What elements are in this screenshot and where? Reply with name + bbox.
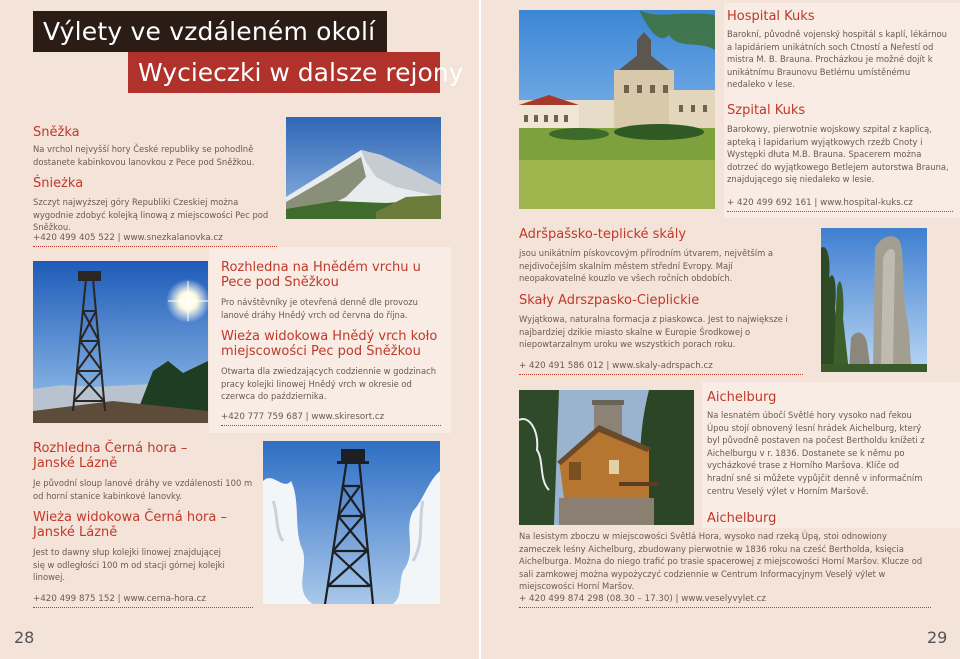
- kuks-text-pl: Barokowy, pierwotnie wojskowy szpital z kaplicą, apteką i lapidarium wyjątkowych rzeźb Cnoty i Występki dłuta M.B. Brauna. Spacerem można dotrzeć do wyjątkowego Betlejem autorstwa Brauna, znajdującego się niedaleko w lesie.: [727, 124, 949, 185]
- hnedy-text-pl: Otwarta dla zwiedzających codziennie w godzinach pracy kolejki linowej Hnědý vrch w okresie od czerwca do października.: [221, 366, 437, 402]
- page-number-right: 29: [927, 628, 948, 647]
- hnedy-heading-pl: Wieża widokowa Hnědý vrch koło miejscowości Pec pod Sněžkou: [221, 329, 438, 360]
- snezka-text-cz: Na vrchol nejvyšší hory České republiky se pohodlně dostanete kabinkovou lanovkou z Pece pod Sněžkou.: [33, 144, 255, 167]
- hnedy-contact: +420 777 759 687 | www.skiresort.cz: [221, 412, 441, 426]
- snezka-heading-pl: Śnieżka: [33, 176, 84, 191]
- kuks-heading-pl: Szpital Kuks: [727, 103, 806, 118]
- kuks-text-cz: Barokní, původně vojenský hospitál s kaplí, lékárnou a lapidáriem unikátních soch Ctností a Neřestí od mistra M. B. Brauna. Procházkou je možné dojít k unikátnímu Braunovu Betlému umístěnému nedaleko v lese.: [727, 29, 947, 90]
- aichelburg-heading-cz: Aichelburg: [707, 390, 777, 405]
- snezka-photo: [286, 117, 441, 219]
- adrspach-rocks-photo: [821, 228, 927, 372]
- kuks-contact: + 420 499 692 161 | www.hospital-kuks.cz: [727, 198, 953, 212]
- cerna-heading-pl: Wieża widokowa Černá hora – Janské Lázně: [33, 510, 227, 541]
- aichelburg-text-cz: Na lesnatém úbočí Světlé hory vysoko nad řekou Úpou stojí obnovený lesní hrádek Aichelburg, který byl původně postaven na počest Bertholdu knížeti z Aichelburgu v r. 1836. Dostanete se k němu po vycházkové trase z Horního Maršova. Klíče od hradní sně si můžete vypůjčit denně v informačním centru Veselý výlet v Horním Maršově.: [707, 410, 925, 496]
- page-number-left: 28: [14, 628, 35, 647]
- adrspach-text-cz: jsou unikátním pískovcovým přírodním útvarem, největším a nejdivočejším skalním městem střední Evropy. Mají neopakovatelné kouzlo ve všech ročních obdobích.: [519, 248, 774, 284]
- snezka-heading-cz: Sněžka: [33, 125, 80, 140]
- aichelburg-heading-pl: Aichelburg: [707, 511, 777, 526]
- snezka-contact: +420 499 405 522 | www.snezkalanovka.cz: [33, 233, 277, 247]
- hnedy-text-cz: Pro návštěvníky je otevřená denně dle provozu lanové dráhy Hnědý vrch od června do října.: [221, 297, 418, 320]
- cerna-hora-winter-photo: [263, 441, 440, 604]
- cerna-contact: +420 499 875 152 | www.cerna-hora.cz: [33, 594, 253, 608]
- right-page: [481, 0, 960, 659]
- kuks-hospital-photo: [519, 10, 715, 209]
- hnedy-vrch-tower-photo: [33, 261, 208, 423]
- adrspach-heading-cz: Adršpašsko-teplické skály: [519, 227, 687, 242]
- aichelburg-contact: + 420 499 874 298 (08.30 – 17.30) | www.veselyvylet.cz: [519, 594, 931, 608]
- cerna-heading-cz: Rozhledna Černá hora – Janské Lázně: [33, 441, 188, 472]
- hnedy-heading-cz: Rozhledna na Hnědém vrchu u Pece pod Sněžkou: [221, 260, 421, 291]
- page-title-cz: Výlety ve vzdáleném okolí: [33, 11, 387, 52]
- aichelburg-photo: [519, 390, 694, 525]
- kuks-heading-cz: Hospital Kuks: [727, 9, 815, 24]
- aichelburg-text-pl: Na lesistym zboczu w miejscowości Světlá Hora, wysoko nad rzeką Úpą, stoi odnowiony zameczek leśny Aichelburg, zbudowany pierwotnie w 1836 roku na cześć Bertholda, księcia Aichelburga. Można do niego trafić po trasie spacerowej z miejscowości Horní Maršov. Klucze od sali zamkowej można wypożyczyć codziennie w Centrum Informacyjnym Veselý výlet w miejscowości Horní Maršov.: [519, 531, 923, 592]
- adrspach-contact: + 420 491 586 012 | www.skaly-adrspach.cz: [519, 361, 803, 375]
- page-title-pl: Wycieczki w dalsze rejony: [128, 52, 440, 93]
- adrspach-heading-pl: Skały Adrszpasko-Cieplickie: [519, 293, 700, 308]
- cerna-text-cz: Je původní sloup lanové dráhy ve vzdálenosti 100 m od horní stanice kabinkové lanovky.: [33, 478, 253, 501]
- snezka-text-pl: Szczyt najwyższej góry Republiki Czeskiej można wygodnie zdobyć kolejką linową z miejscowości Pec pod Sněžkou.: [33, 197, 269, 233]
- adrspach-text-pl: Wyjątkowa, naturalna formacja z piaskowca. Jest to największe i najbardziej dzikie miasto skalne w Europie Środkowej o niepowtarzalnym uroku we wszystkich porach roku.: [519, 314, 788, 350]
- left-page: [0, 0, 479, 659]
- cerna-text-pl: Jest to dawny słup kolejki linowej znajdującej się w odległości 100 m od stacji górnej kolejki linowej.: [33, 547, 225, 583]
